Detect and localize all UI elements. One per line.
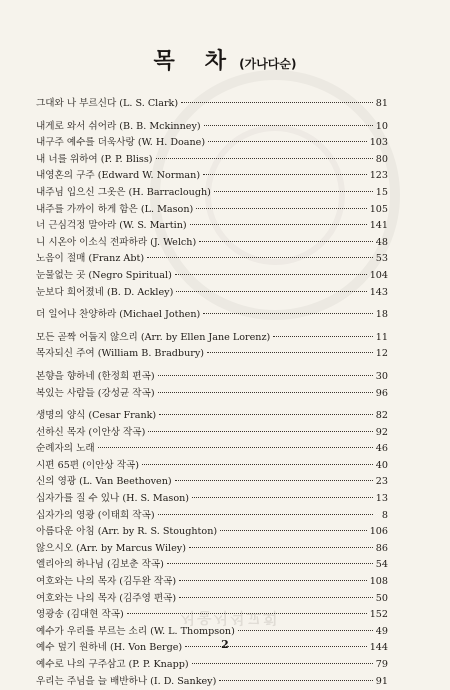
dot-leader — [159, 414, 373, 415]
toc-entry — [36, 218, 388, 235]
toc-entry — [36, 168, 388, 185]
toc-entry-page: 30 — [375, 370, 388, 382]
toc-entry-page: 105 — [369, 203, 388, 215]
toc-entry-title: 생명의 양식 (Cesar Frank) — [36, 410, 157, 422]
toc-entry-title: 영광송 (김대현 작곡) — [36, 609, 124, 621]
toc-entry — [36, 491, 388, 508]
dot-leader — [158, 392, 373, 393]
toc-entry-page: 79 — [375, 659, 388, 670]
toc-entry-page: 8 — [381, 509, 388, 521]
dot-leader — [238, 630, 373, 631]
toc-entry — [36, 425, 388, 442]
toc-entry-page: 15 — [375, 186, 388, 198]
toc-entry-title: 복있는 사람들 (강성균 작곡) — [36, 387, 155, 399]
toc-entry-page: 48 — [375, 236, 388, 248]
toc-entry — [36, 185, 388, 202]
toc-entry-title: 여호와는 나의 목자 (김두완 작곡) — [36, 576, 177, 588]
dot-leader — [147, 257, 373, 258]
toc-entry — [36, 524, 388, 541]
dot-leader — [199, 241, 373, 242]
toc-entry — [36, 119, 388, 136]
dot-leader — [203, 313, 373, 314]
toc-entry — [36, 441, 388, 458]
toc-entry-title: 순례자의 노래 — [36, 443, 95, 455]
toc-entry-page: 96 — [375, 387, 388, 399]
page-number: 2 — [221, 638, 229, 651]
toc-entry-title: 목자되신 주여 (William B. Bradbury) — [36, 348, 204, 360]
toc-entry-title: 예수로 나의 구주삼고 (P. P. Knapp) — [36, 659, 189, 670]
toc-entry — [36, 235, 388, 252]
toc-entry-title: 노음이 절매 (Franz Abt) — [36, 253, 145, 265]
dot-leader — [190, 224, 367, 225]
toc-entry-page: 103 — [369, 137, 388, 149]
toc-entry-title: 예수 덮기 원하네 (H. Von Berge) — [36, 642, 183, 654]
toc-entry-title: 예수가 우리를 부르는 소리 (W. L. Thompson) — [36, 625, 235, 637]
toc-entry-page: 13 — [375, 493, 388, 505]
toc-entry-page: 106 — [369, 526, 388, 538]
dot-leader — [192, 663, 373, 664]
toc-entry-title: 엘리아의 하나님 (김보춘 작곡) — [36, 559, 164, 571]
dot-leader — [208, 141, 367, 142]
toc-entry-title: 시편 65편 (이안상 작곡) — [36, 459, 139, 471]
toc-entry-title: 우리는 주님을 늘 배반하나 (I. D. Sankey) — [36, 675, 217, 687]
toc-entry — [36, 541, 388, 558]
toc-entry-page: 144 — [369, 642, 388, 654]
toc-entry-page: 11 — [375, 331, 388, 343]
toc-entry-title: 않으시오 (Arr. by Marcus Wiley) — [36, 542, 186, 554]
dot-leader — [179, 580, 367, 581]
toc-entry — [36, 285, 388, 302]
toc-entry — [36, 251, 388, 268]
toc-entry-page: 54 — [375, 559, 388, 571]
toc-entry-title: 눈보다 희어졌네 (B. D. Ackley) — [36, 286, 174, 298]
toc-entry-title: 십자가를 질 수 있나 (H. S. Mason) — [36, 493, 190, 505]
dot-leader — [148, 431, 372, 432]
toc-entry-page: 18 — [375, 309, 388, 321]
toc-entry — [36, 607, 388, 624]
toc-entry-title: 내게로 와서 쉬어라 (B. B. Mckinney) — [36, 120, 201, 132]
toc-entry-title: 선하신 목자 (이안상 작곡) — [36, 426, 146, 438]
toc-entry-page: 40 — [375, 459, 388, 471]
dot-leader — [127, 613, 367, 614]
toc-entry — [36, 202, 388, 219]
dot-leader — [175, 274, 367, 275]
toc-entry-title: 내주님 입으신 그옷은 (H. Barraclough) — [36, 186, 211, 198]
toc-entry-page: 10 — [375, 120, 388, 132]
dot-leader — [142, 464, 373, 465]
dot-leader — [204, 125, 373, 126]
toc-entry — [36, 307, 388, 324]
dot-leader — [181, 102, 373, 103]
bleed-through-text: 서울서석교회 — [180, 609, 280, 627]
toc-entry-page: 86 — [375, 542, 388, 554]
toc-entry — [36, 330, 388, 347]
toc-entry-page: 46 — [375, 443, 388, 455]
toc-entry-title: 너 근심걱정 말아라 (W. S. Martin) — [36, 220, 187, 232]
dot-leader — [156, 158, 373, 159]
dot-leader — [192, 497, 373, 498]
toc-entry-page: 81 — [375, 98, 388, 109]
toc-entry-title: 내 너를 위하여 (P. P. Bliss) — [36, 153, 153, 165]
toc-entry-page: 80 — [375, 153, 388, 165]
dot-leader — [220, 530, 367, 531]
dot-leader — [273, 336, 373, 337]
dot-leader — [175, 480, 373, 481]
dot-leader — [207, 352, 373, 353]
toc-entry-page: 123 — [369, 170, 388, 182]
toc-entry-page: 50 — [375, 592, 388, 604]
dot-leader — [179, 597, 373, 598]
dot-leader — [98, 447, 373, 448]
toc-entry — [36, 657, 388, 674]
toc-entry — [36, 369, 388, 386]
page-title: 목차 — [153, 49, 257, 74]
toc-entry-title: 신의 영광 (L. Van Beethoven) — [36, 476, 172, 488]
toc-entry-title: 십자가의 영광 (이태희 작곡) — [36, 509, 155, 521]
dot-leader — [158, 375, 373, 376]
dot-leader — [219, 680, 372, 681]
toc-entry-page: 92 — [375, 426, 388, 438]
toc-entry — [36, 96, 388, 113]
toc-entry-title: 아름다운 아침 (Arr. by R. S. Stoughton) — [36, 526, 218, 538]
toc-entry-title: 니 시온아 이소식 전파하라 (J. Welch) — [36, 236, 197, 248]
toc-entry-page: 49 — [375, 625, 388, 637]
toc-entry — [36, 574, 388, 591]
toc-entry — [36, 152, 388, 169]
dot-leader — [158, 514, 373, 515]
page-header — [0, 44, 450, 75]
toc-entry — [36, 674, 388, 690]
toc-entry — [36, 474, 388, 491]
page-subtitle: (가나다순) — [239, 57, 297, 71]
toc-entry — [36, 408, 388, 425]
toc-entry-page: 23 — [375, 476, 388, 488]
toc-entry-title: 모든 곧짝 어둡지 않으리 (Arr. by Ellen Jane Lorenz) — [36, 331, 271, 343]
toc-entry-title: 여호와는 나의 목자 (김주영 편곡) — [36, 592, 177, 604]
toc-entry-page: 82 — [375, 410, 388, 422]
toc-entry — [36, 557, 388, 574]
dot-leader — [214, 191, 373, 192]
toc-entry — [36, 458, 388, 475]
toc-entry — [36, 386, 388, 403]
dot-leader — [203, 174, 367, 175]
table-of-contents — [36, 96, 388, 690]
toc-entry-title: 더 일어나 찬양하라 (Michael Jothen) — [36, 309, 201, 321]
toc-entry — [36, 268, 388, 285]
toc-entry-title: 내구주 예수를 더욱사랑 (W. H. Doane) — [36, 137, 206, 149]
toc-entry — [36, 591, 388, 608]
toc-entry — [36, 346, 388, 363]
toc-entry-page: 152 — [369, 609, 388, 621]
dot-leader — [167, 563, 373, 564]
toc-entry-page: 53 — [375, 253, 388, 265]
toc-entry — [36, 508, 388, 525]
toc-entry-page: 141 — [369, 220, 388, 232]
toc-entry-page: 12 — [375, 348, 388, 360]
dot-leader — [176, 291, 366, 292]
toc-entry-title: 내주를 가까이 하게 함은 (L. Mason) — [36, 203, 194, 215]
toc-entry — [36, 135, 388, 152]
toc-entry-title: 내영혼의 구주 (Edward W. Norman) — [36, 170, 201, 182]
toc-entry-page: 143 — [369, 286, 388, 298]
toc-entry-title: 그대와 나 부르신다 (L. S. Clark) — [36, 98, 179, 109]
toc-entry-page: 108 — [369, 576, 388, 588]
toc-entry-title: 눈물없는 곳 (Negro Spiritual) — [36, 269, 172, 281]
dot-leader — [189, 547, 373, 548]
toc-entry-title: 본향을 향하네 (한정희 편곡) — [36, 370, 155, 382]
dot-leader — [196, 208, 366, 209]
toc-entry-page: 104 — [369, 269, 388, 281]
toc-entry-page: 91 — [375, 675, 388, 687]
